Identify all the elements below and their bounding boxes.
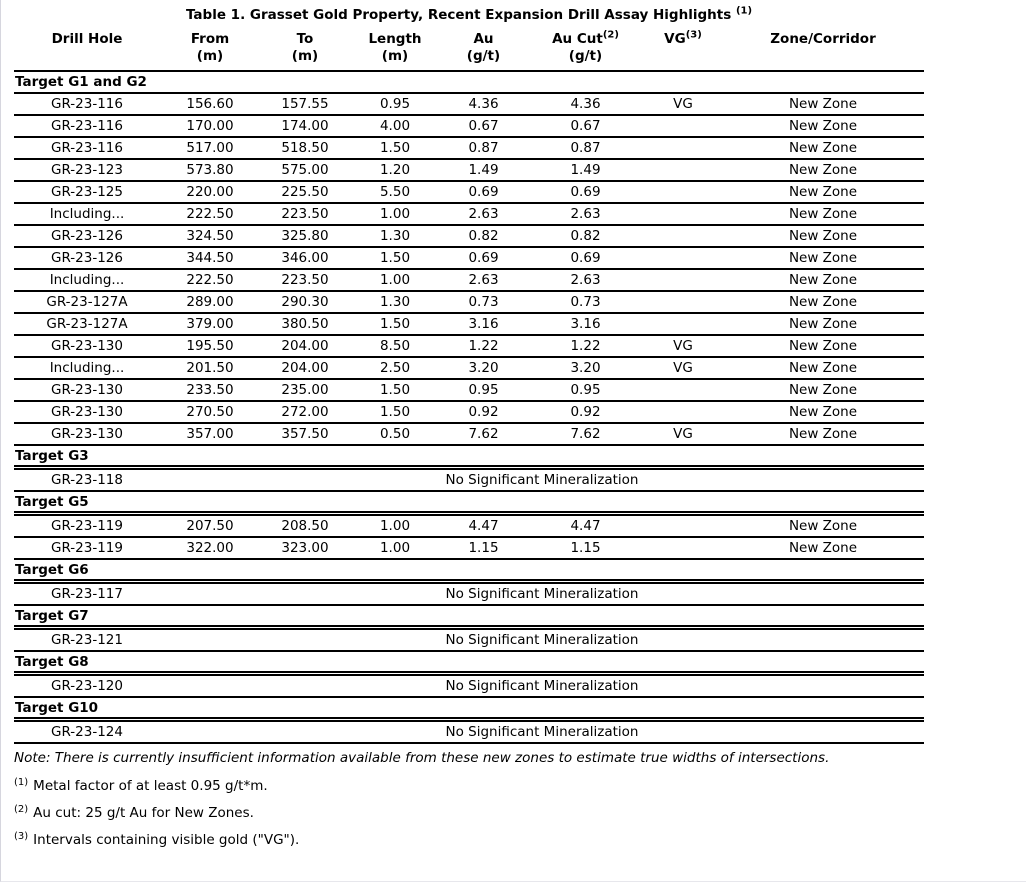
section-row <box>14 697 924 720</box>
vg-cell <box>644 225 722 247</box>
no-significant-mineralization-row <box>14 628 924 652</box>
col-header-au-cut: Au Cut$^{(2)}$ (g/t) <box>527 29 644 71</box>
length-cell: 1.20 <box>350 159 440 181</box>
vg-cell <box>644 115 722 137</box>
notes-section <box>14 749 914 849</box>
zone-corridor-cell: New Zone <box>722 423 924 445</box>
assay-data-row <box>14 514 924 538</box>
drill-hole-cell: GR-23-127A <box>14 291 160 313</box>
section-title: Target G10 <box>14 697 924 720</box>
drill-hole-cell: GR-23-124 <box>14 720 160 744</box>
zone-corridor-cell: New Zone <box>722 379 924 401</box>
from-cell: 322.00 <box>160 537 260 559</box>
title-footnote-ref: (1) <box>735 5 753 17</box>
page-title <box>14 0 924 29</box>
length-cell: 1.50 <box>350 379 440 401</box>
zone-corridor-cell: New Zone <box>722 514 924 538</box>
au-cut-cell: 0.69 <box>527 181 644 203</box>
au-cut-cell: 0.73 <box>527 291 644 313</box>
au-cut-cell: 1.49 <box>527 159 644 181</box>
au-cell: 0.95 <box>440 379 527 401</box>
au-cut-cell: 4.47 <box>527 514 644 538</box>
to-cell: 323.00 <box>260 537 350 559</box>
no-significant-mineralization-cell: No Significant Mineralization <box>160 720 924 744</box>
length-cell: 1.00 <box>350 514 440 538</box>
au-cell: 7.62 <box>440 423 527 445</box>
from-cell: 379.00 <box>160 313 260 335</box>
drill-hole-cell: GR-23-125 <box>14 181 160 203</box>
to-cell: 272.00 <box>260 401 350 423</box>
footnote-3-ref: (3) <box>14 830 29 842</box>
length-cell: 2.50 <box>350 357 440 379</box>
drill-hole-cell: GR-23-126 <box>14 247 160 269</box>
drill-hole-cell: GR-23-118 <box>14 468 160 492</box>
no-significant-mineralization-cell: No Significant Mineralization <box>160 582 924 606</box>
footnote-2-ref: (2) <box>14 803 29 815</box>
length-cell: 4.00 <box>350 115 440 137</box>
vg-cell <box>644 137 722 159</box>
from-cell: 357.00 <box>160 423 260 445</box>
assay-data-row <box>14 537 924 559</box>
footnote-2 <box>14 805 914 822</box>
zone-corridor-cell: New Zone <box>722 93 924 115</box>
drill-hole-cell: GR-23-119 <box>14 514 160 538</box>
section-row <box>14 559 924 582</box>
vg-cell: VG <box>644 423 722 445</box>
footnote-1-ref: (1) <box>14 776 29 788</box>
assay-data-row <box>14 269 924 291</box>
drill-hole-cell: Including... <box>14 357 160 379</box>
drill-hole-cell: GR-23-130 <box>14 379 160 401</box>
drill-hole-cell: GR-23-116 <box>14 93 160 115</box>
zone-corridor-cell: New Zone <box>722 181 924 203</box>
drill-hole-cell: Including... <box>14 269 160 291</box>
zone-corridor-cell: New Zone <box>722 137 924 159</box>
drill-hole-cell: GR-23-127A <box>14 313 160 335</box>
to-cell: 518.50 <box>260 137 350 159</box>
assay-data-row <box>14 247 924 269</box>
au-cell: 3.16 <box>440 313 527 335</box>
vg-cell: VG <box>644 357 722 379</box>
to-cell: 235.00 <box>260 379 350 401</box>
vg-cell <box>644 313 722 335</box>
table-title-text: Table 1. Grasset Gold Property, Recent Expansion Drill Assay Highlights <box>185 7 736 23</box>
assay-data-row <box>14 401 924 423</box>
drill-hole-cell: GR-23-120 <box>14 674 160 698</box>
length-cell: 5.50 <box>350 181 440 203</box>
from-cell: 156.60 <box>160 93 260 115</box>
assay-data-row <box>14 291 924 313</box>
au-cell: 0.82 <box>440 225 527 247</box>
to-cell: 223.50 <box>260 203 350 225</box>
to-cell: 223.50 <box>260 269 350 291</box>
au-cell: 0.69 <box>440 181 527 203</box>
col-header-au: Au (g/t) <box>440 29 527 71</box>
vg-cell <box>644 159 722 181</box>
to-cell: 204.00 <box>260 357 350 379</box>
au-cell: 1.22 <box>440 335 527 357</box>
zone-corridor-cell: New Zone <box>722 115 924 137</box>
to-cell: 208.50 <box>260 514 350 538</box>
from-cell: 233.50 <box>160 379 260 401</box>
col-header-drill-hole: Drill Hole <box>14 29 160 71</box>
au-cell: 3.20 <box>440 357 527 379</box>
assay-data-row <box>14 203 924 225</box>
from-cell: 344.50 <box>160 247 260 269</box>
col-header-to: To (m) <box>260 29 350 71</box>
to-cell: 575.00 <box>260 159 350 181</box>
section-row <box>14 445 924 468</box>
vg-cell <box>644 537 722 559</box>
header-row <box>14 29 924 71</box>
no-significant-mineralization-cell: No Significant Mineralization <box>160 674 924 698</box>
from-cell: 207.50 <box>160 514 260 538</box>
page <box>1 0 1026 849</box>
vg-cell <box>644 181 722 203</box>
zone-corridor-cell: New Zone <box>722 291 924 313</box>
vg-cell <box>644 514 722 538</box>
zone-corridor-cell: New Zone <box>722 537 924 559</box>
length-cell: 1.50 <box>350 247 440 269</box>
au-cell: 2.63 <box>440 269 527 291</box>
to-cell: 290.30 <box>260 291 350 313</box>
zone-corridor-cell: New Zone <box>722 203 924 225</box>
au-cell: 0.87 <box>440 137 527 159</box>
col-header-length: Length (m) <box>350 29 440 71</box>
au-cut-cell: 4.36 <box>527 93 644 115</box>
au-cut-cell: 7.62 <box>527 423 644 445</box>
au-cut-cell: 0.69 <box>527 247 644 269</box>
au-cell: 0.92 <box>440 401 527 423</box>
au-cut-footnote-ref: (2) <box>602 29 619 41</box>
table-body <box>14 71 924 743</box>
vg-cell <box>644 401 722 423</box>
section-row <box>14 605 924 628</box>
au-cut-cell: 2.63 <box>527 203 644 225</box>
to-cell: 204.00 <box>260 335 350 357</box>
au-cut-cell: 3.16 <box>527 313 644 335</box>
assay-data-row <box>14 93 924 115</box>
no-significant-mineralization-row <box>14 720 924 744</box>
to-cell: 225.50 <box>260 181 350 203</box>
zone-corridor-cell: New Zone <box>722 335 924 357</box>
no-significant-mineralization-row <box>14 674 924 698</box>
assay-data-row <box>14 423 924 445</box>
length-cell: 1.50 <box>350 401 440 423</box>
drill-hole-cell: Including... <box>14 203 160 225</box>
section-title: Target G3 <box>14 445 924 468</box>
zone-corridor-cell: New Zone <box>722 225 924 247</box>
no-significant-mineralization-row <box>14 468 924 492</box>
assay-data-row <box>14 137 924 159</box>
au-cell: 0.73 <box>440 291 527 313</box>
au-cell: 0.69 <box>440 247 527 269</box>
from-cell: 201.50 <box>160 357 260 379</box>
zone-corridor-cell: New Zone <box>722 313 924 335</box>
drill-hole-cell: GR-23-121 <box>14 628 160 652</box>
vg-cell: VG <box>644 93 722 115</box>
length-cell: 0.95 <box>350 93 440 115</box>
zone-corridor-cell: New Zone <box>722 357 924 379</box>
from-cell: 170.00 <box>160 115 260 137</box>
section-row <box>14 491 924 514</box>
au-cut-cell: 0.82 <box>527 225 644 247</box>
au-cell: 2.63 <box>440 203 527 225</box>
from-cell: 324.50 <box>160 225 260 247</box>
length-cell: 1.50 <box>350 137 440 159</box>
au-cut-cell: 0.67 <box>527 115 644 137</box>
table-header <box>14 29 924 71</box>
zone-corridor-cell: New Zone <box>722 247 924 269</box>
au-cut-cell: 0.95 <box>527 379 644 401</box>
no-significant-mineralization-cell: No Significant Mineralization <box>160 628 924 652</box>
au-cell: 1.49 <box>440 159 527 181</box>
no-significant-mineralization-cell: No Significant Mineralization <box>160 468 924 492</box>
assay-data-row <box>14 225 924 247</box>
vg-footnote-ref: (3) <box>685 29 702 41</box>
from-cell: 220.00 <box>160 181 260 203</box>
from-cell: 573.80 <box>160 159 260 181</box>
assay-data-row <box>14 379 924 401</box>
col-header-from: From (m) <box>160 29 260 71</box>
au-cut-cell: 3.20 <box>527 357 644 379</box>
vg-cell <box>644 269 722 291</box>
drill-hole-cell: GR-23-116 <box>14 137 160 159</box>
from-cell: 195.50 <box>160 335 260 357</box>
au-cut-cell: 2.63 <box>527 269 644 291</box>
length-cell: 0.50 <box>350 423 440 445</box>
to-cell: 346.00 <box>260 247 350 269</box>
au-cell: 4.36 <box>440 93 527 115</box>
zone-corridor-cell: New Zone <box>722 401 924 423</box>
drill-hole-cell: GR-23-123 <box>14 159 160 181</box>
section-title: Target G1 and G2 <box>14 71 924 93</box>
footnote-1-text: Metal factor of at least 0.95 g/t*m. <box>33 778 268 794</box>
au-cut-cell: 1.15 <box>527 537 644 559</box>
section-title: Target G6 <box>14 559 924 582</box>
drill-hole-cell: GR-23-130 <box>14 335 160 357</box>
au-cell: 0.67 <box>440 115 527 137</box>
au-cut-cell: 0.87 <box>527 137 644 159</box>
assay-table <box>14 29 924 744</box>
vg-cell <box>644 291 722 313</box>
length-cell: 8.50 <box>350 335 440 357</box>
au-cell: 4.47 <box>440 514 527 538</box>
assay-data-row <box>14 335 924 357</box>
section-title: Target G5 <box>14 491 924 514</box>
from-cell: 289.00 <box>160 291 260 313</box>
zone-corridor-cell: New Zone <box>722 269 924 291</box>
length-cell: 1.50 <box>350 313 440 335</box>
drill-hole-cell: GR-23-130 <box>14 401 160 423</box>
au-cut-cell: 0.92 <box>527 401 644 423</box>
assay-data-row <box>14 313 924 335</box>
to-cell: 325.80 <box>260 225 350 247</box>
au-cell: 1.15 <box>440 537 527 559</box>
col-header-zone-corridor: Zone/Corridor <box>722 29 924 71</box>
assay-data-row <box>14 115 924 137</box>
from-cell: 517.00 <box>160 137 260 159</box>
assay-data-row <box>14 159 924 181</box>
from-cell: 222.50 <box>160 203 260 225</box>
footnote-3 <box>14 832 914 849</box>
vg-cell <box>644 247 722 269</box>
col-header-vg: VG$^{(3)}$ <box>644 29 722 71</box>
drill-hole-cell: GR-23-116 <box>14 115 160 137</box>
vg-cell <box>644 203 722 225</box>
note-text: Note: There is currently insufficient information available from these new zones to estimate true widths of intersections. <box>14 750 830 766</box>
drill-hole-cell: GR-23-126 <box>14 225 160 247</box>
drill-hole-cell: GR-23-119 <box>14 537 160 559</box>
section-title: Target G7 <box>14 605 924 628</box>
length-cell: 1.00 <box>350 203 440 225</box>
section-row <box>14 71 924 93</box>
section-row <box>14 651 924 674</box>
to-cell: 357.50 <box>260 423 350 445</box>
footnote-3-text: Intervals containing visible gold ("VG"). <box>33 832 300 848</box>
length-cell: 1.00 <box>350 537 440 559</box>
to-cell: 157.55 <box>260 93 350 115</box>
no-significant-mineralization-row <box>14 582 924 606</box>
length-cell: 1.00 <box>350 269 440 291</box>
length-cell: 1.30 <box>350 291 440 313</box>
section-title: Target G8 <box>14 651 924 674</box>
footnote-1 <box>14 778 914 795</box>
assay-data-row <box>14 181 924 203</box>
to-cell: 380.50 <box>260 313 350 335</box>
vg-cell: VG <box>644 335 722 357</box>
au-cut-cell: 1.22 <box>527 335 644 357</box>
footnote-2-text: Au cut: 25 g/t Au for New Zones. <box>33 805 254 821</box>
from-cell: 270.50 <box>160 401 260 423</box>
drill-hole-cell: GR-23-130 <box>14 423 160 445</box>
length-cell: 1.30 <box>350 225 440 247</box>
zone-corridor-cell: New Zone <box>722 159 924 181</box>
vg-cell <box>644 379 722 401</box>
drill-hole-cell: GR-23-117 <box>14 582 160 606</box>
assay-data-row <box>14 357 924 379</box>
to-cell: 174.00 <box>260 115 350 137</box>
from-cell: 222.50 <box>160 269 260 291</box>
